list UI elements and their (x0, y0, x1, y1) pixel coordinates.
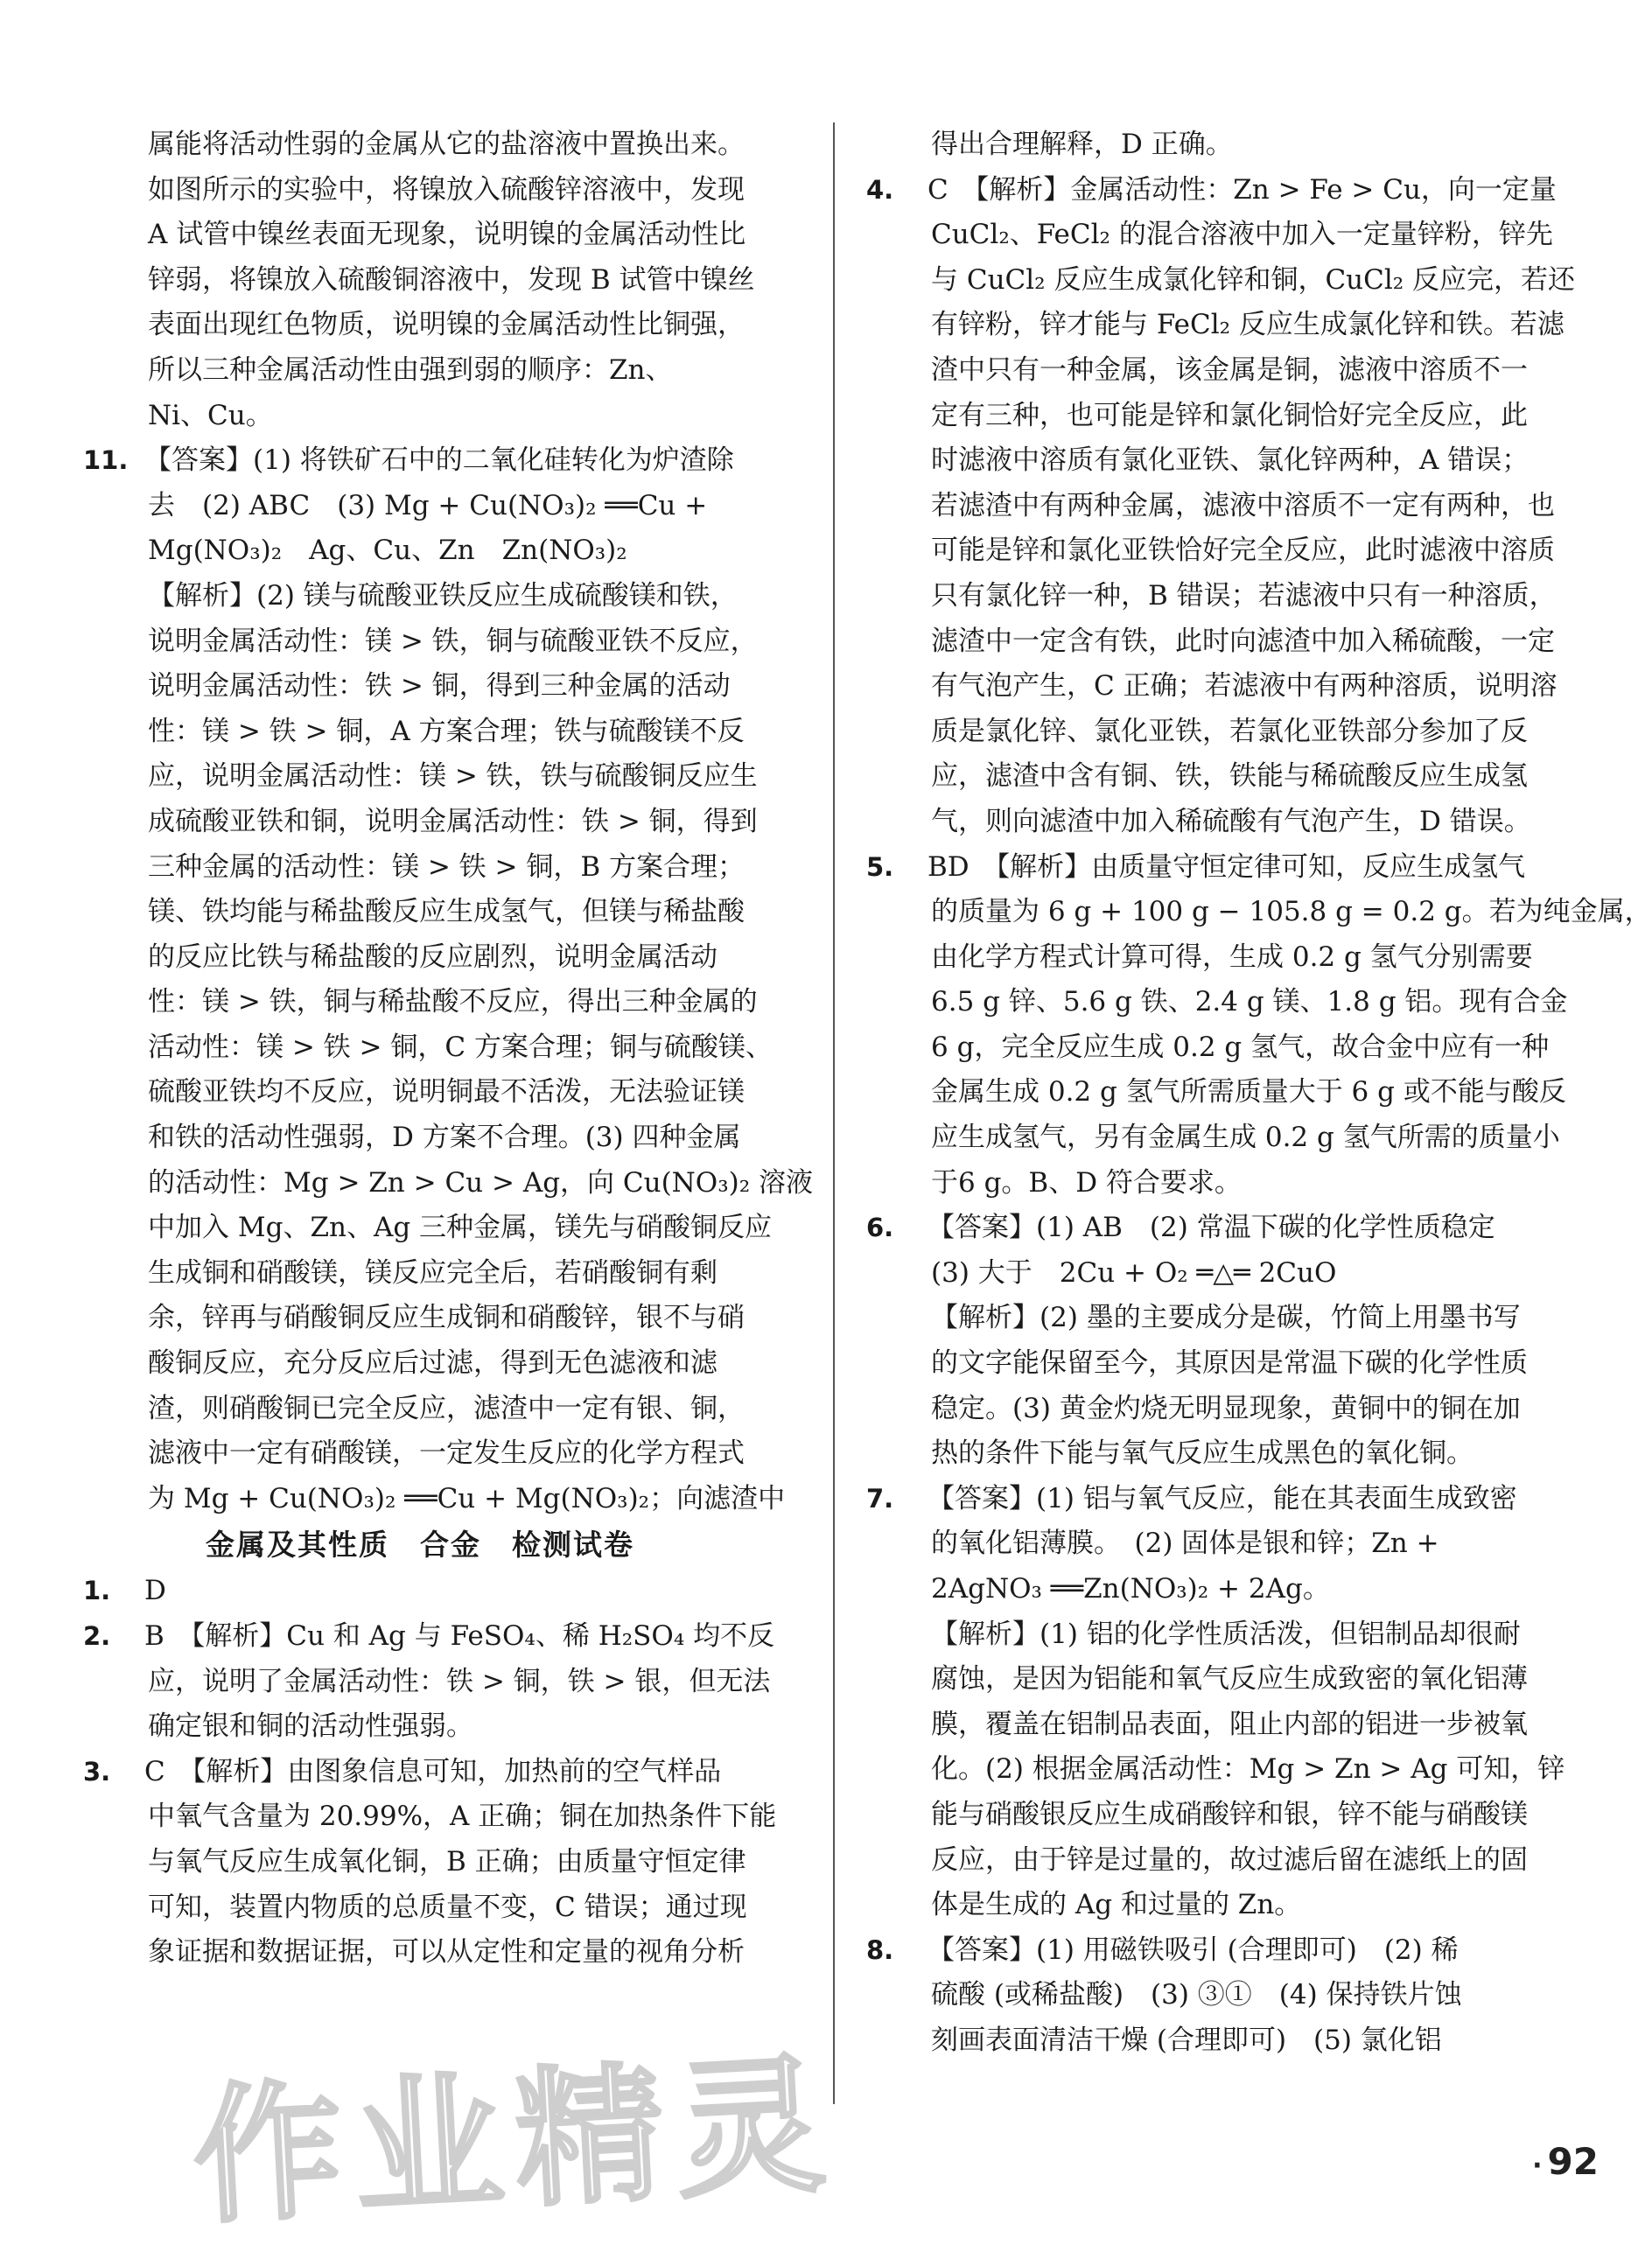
answer-text: BD 【解析】由质量守恒定律可知，反应生成氢气 (928, 850, 1526, 883)
left-column (83, 122, 814, 1976)
question-8 (866, 1928, 1575, 1974)
text-line: 象证据和数据证据，可以从定性和定量的视角分析 (148, 1936, 745, 1969)
text-line: 若滤渣中有两种金属，滤液中溶质不一定有两种，也 (931, 489, 1555, 521)
text-line: 的文字能保留至今，其原因是常温下碳的化学性质 (931, 1347, 1528, 1380)
text-line: 如图所示的实验中，将镍放入硫酸锌溶液中，发现 (148, 173, 745, 206)
question-number: 5. (866, 851, 894, 882)
text-line: 由化学方程式计算可得，生成 0.2 g 氢气分别需要 (931, 941, 1533, 973)
text-line: 酸铜反应，充分反应后过滤，得到无色滤液和滤 (148, 1347, 718, 1380)
text-line: 稳定。(3) 黄金灼烧无明显现象，黄铜中的铜在加 (931, 1392, 1521, 1424)
question-number: 11. (83, 445, 129, 476)
page-number-dot: · (1532, 2151, 1543, 2181)
column-divider (833, 122, 835, 2104)
text-line: 腐蚀，是因为铝能和氧气反应生成致密的氧化铝薄 (931, 1663, 1528, 1696)
text-line: 有气泡产生，C 正确；若滤液中有两种溶质，说明溶 (931, 670, 1558, 703)
text-line: 中加入 Mg、Zn、Ag 三种金属，镁先与硝酸铜反应 (148, 1212, 773, 1244)
right-column (866, 122, 1652, 2064)
question-number: 6. (866, 1213, 894, 1243)
text-line: 时滤液中溶质有氯化亚铁、氯化锌两种，A 错误； (931, 444, 1530, 477)
question-number: 3. (83, 1756, 111, 1787)
question-7 (866, 1477, 1575, 1522)
question-number: 1. (83, 1576, 111, 1606)
text-line: 中氧气含量为 20.99%，A 正确；铜在加热条件下能 (148, 1801, 777, 1833)
text-line: 的质量为 6 g + 100 g − 105.8 g = 0.2 g。若为纯金属， (931, 896, 1652, 928)
text-line: 属能将活动性弱的金属从它的盐溶液中置换出来。 (148, 129, 745, 160)
question-6 (866, 1206, 1575, 1251)
section-title: 金属及其性质 合金 检测试卷 (206, 1528, 634, 1563)
text-line: 渣，则硝酸铜已完全反应，滤渣中一定有银、铜， (148, 1392, 745, 1424)
text-line: 渣中只有一种金属，该金属是铜，滤液中溶质不一 (931, 353, 1528, 386)
text-line: 气，则向滤渣中加入稀硫酸有气泡产生，D 错误。 (931, 805, 1531, 837)
text-line: 的反应比铁与稀盐酸的反应剧烈，说明金属活动 (148, 941, 718, 973)
text-line: 刻画表面清洁干燥 (合理即可) (5) 氯化铝 (931, 2024, 1442, 2056)
text-line: 定有三种，也可能是锌和氯化铜恰好完全反应，此 (931, 399, 1528, 431)
text-line: 热的条件下能与氧气反应生成黑色的氧化铜。 (931, 1437, 1474, 1470)
text-line: 6 g，完全反应生成 0.2 g 氢气，故合金中应有一种 (931, 1031, 1550, 1063)
text-line: 成硫酸亚铁和铜，说明金属活动性：铁 > 铜，得到 (148, 805, 758, 837)
answer-text: 【答案】(1) 铝与氧气反应，能在其表面生成致密 (928, 1482, 1517, 1514)
text-line: 6.5 g 锌、5.6 g 铁、2.4 g 镁、1.8 g 铝。现有合金 (931, 986, 1568, 1018)
text-line: 说明金属活动性：镁 > 铁，铜与硫酸亚铁不反应， (148, 625, 758, 657)
page-number (1532, 2140, 1599, 2183)
text-line: 可知，装置内物质的总质量不变，C 错误；通过现 (148, 1891, 747, 1923)
text-line: 生成铜和硝酸镁，镁反应完全后，若硝酸铜有剩 (148, 1256, 718, 1289)
text-line: 应，滤渣中含有铜、铁，铁能与稀硫酸反应生成氢 (931, 760, 1528, 793)
text-line: 活动性：镁 > 铁 > 铜，C 方案合理；铜与硫酸镁、 (148, 1031, 773, 1063)
question-4 (866, 168, 1575, 213)
text-line: 只有氯化锌一种，B 错误；若滤液中只有一种溶质， (931, 579, 1557, 612)
text-line: 化。(2) 根据金属活动性：Mg > Zn > Ag 可知，锌 (931, 1753, 1565, 1786)
text-line: 说明金属活动性：铁 > 铜，得到三种金属的活动 (148, 670, 731, 703)
text-line: 金属生成 0.2 g 氢气所需质量大于 6 g 或不能与酸反 (931, 1076, 1566, 1109)
text-line: CuCl₂、FeCl₂ 的混合溶液中加入一定量锌粉，锌先 (931, 219, 1553, 251)
text-line: 与 CuCl₂ 反应生成氯化锌和铜，CuCl₂ 反应完，若还 (931, 263, 1576, 296)
text-line: 质是氯化锌、氯化亚铁，若氯化亚铁部分参加了反 (931, 715, 1528, 747)
text-line: 所以三种金属活动性由强到弱的顺序：Zn、 (148, 353, 673, 386)
text-line: 可能是锌和氯化亚铁恰好完全反应，此时滤液中溶质 (931, 535, 1555, 567)
text-line: 的氧化铝薄膜。 (2) 固体是银和锌；Zn + (931, 1528, 1439, 1560)
text-line: 与氧气反应生成氧化铜，B 正确；由质量守恒定律 (148, 1845, 746, 1878)
text-line: 能与硝酸银反应生成硝酸锌和银，锌不能与硝酸镁 (931, 1798, 1528, 1830)
text-line: 的活动性：Mg > Zn > Cu > Ag，向 Cu(NO₃)₂ 溶液 (148, 1166, 814, 1199)
text-line: 和铁的活动性强弱，D 方案不合理。(3) 四种金属 (148, 1122, 741, 1154)
text-line: 确定银和铜的活动性强弱。 (148, 1710, 473, 1743)
text-line: 应生成氢气，另有金属生成 0.2 g 氢气所需的质量小 (931, 1122, 1560, 1154)
question-number: 4. (866, 174, 894, 205)
text-line: 硫酸 (或稀盐酸) (3) ③① (4) 保持铁片蚀 (931, 1979, 1462, 2011)
question-5 (866, 845, 1575, 891)
text-line: 性：镁 > 铁 > 铜，A 方案合理；铁与硫酸镁不反 (148, 715, 745, 747)
text-line: Mg(NO₃)₂ Ag、Cu、Zn Zn(NO₃)₂ (148, 535, 627, 567)
text-line: 滤液中一定有硝酸镁，一定发生反应的化学方程式 (148, 1437, 745, 1470)
answer-text: C 【解析】金属活动性：Zn > Fe > Cu，向一定量 (928, 173, 1557, 206)
answer-text: 【答案】(1) 用磁铁吸引 (合理即可) (2) 稀 (928, 1934, 1459, 1966)
answer-text: D (144, 1575, 166, 1607)
question-11 (83, 438, 801, 484)
text-line: 2AgNO₃ ══Zn(NO₃)₂ + 2Ag。 (931, 1573, 1330, 1605)
text-line: 膜，覆盖在铝制品表面，阻止内部的铝进一步被氧 (931, 1708, 1528, 1740)
text-line: Ni、Cu。 (148, 399, 273, 431)
text-line: 应，说明金属活动性：镁 > 铁，铁与硫酸铜反应生 (148, 760, 758, 793)
text-line: (3) 大于 2Cu + O₂ ═△═ 2CuO (931, 1256, 1337, 1289)
question-3 (83, 1750, 801, 1795)
text-line: 性：镁 > 铁，铜与稀盐酸不反应，得出三种金属的 (148, 986, 758, 1018)
text-line: 【解析】(2) 镁与硫酸亚铁反应生成硫酸镁和铁， (148, 579, 738, 612)
text-line: 余，锌再与硝酸铜反应生成铜和硝酸锌，银不与硝 (148, 1302, 745, 1334)
question-number: 8. (866, 1934, 894, 1965)
text-line: 反应，由于锌是过量的，故过滤后留在滤纸上的固 (931, 1843, 1528, 1876)
text-line: 硫酸亚铁均不反应，说明铜最不活泼，无法验证镁 (148, 1076, 745, 1109)
text-line: 得出合理解释，D 正确。 (931, 129, 1233, 160)
text-line: 于6 g。B、D 符合要求。 (931, 1166, 1242, 1199)
answer-text: B 【解析】Cu 和 Ag 与 FeSO₄、稀 H₂SO₄ 均不反 (144, 1620, 775, 1652)
text-line: 去 (2) ABC (3) Mg + Cu(NO₃)₂ ══Cu + (148, 489, 708, 521)
question-1 (83, 1569, 801, 1614)
answer-text: 【答案】(1) AB (2) 常温下碳的化学性质稳定 (928, 1212, 1495, 1244)
text-line: 锌弱，将镍放入硫酸铜溶液中，发现 B 试管中镍丝 (148, 263, 755, 296)
text-line: 表面出现红色物质，说明镍的金属活动性比铜强， (148, 309, 745, 341)
text-line: 【解析】(1) 铝的化学性质活泼，但铝制品却很耐 (931, 1618, 1521, 1650)
text-line: 有锌粉，锌才能与 FeCl₂ 反应生成氯化锌和铁。若滤 (931, 309, 1564, 341)
watermark: 作业精灵 (189, 2038, 842, 2246)
text-line: 三种金属的活动性：镁 > 铁 > 铜，B 方案合理； (148, 850, 745, 883)
text-line: 【解析】(2) 墨的主要成分是碳，竹简上用墨书写 (931, 1302, 1521, 1334)
text-line: 滤渣中一定含有铁，此时向滤渣中加入稀硫酸，一定 (931, 625, 1555, 657)
page-number-value: 92 (1547, 2140, 1599, 2183)
answer-text: C 【解析】由图象信息可知，加热前的空气样品 (144, 1755, 722, 1787)
question-number: 7. (866, 1483, 894, 1514)
text-line: 镁、铁均能与稀盐酸反应生成氢气，但镁与稀盐酸 (148, 896, 745, 928)
answer-text: 【答案】(1) 将铁矿石中的二氧化硅转化为炉渣除 (144, 444, 734, 477)
text-line: 体是生成的 Ag 和过量的 Zn。 (931, 1889, 1302, 1921)
text-line: 为 Mg + Cu(NO₃)₂ ══Cu + Mg(NO₃)₂；向滤渣中 (148, 1482, 786, 1514)
text-line: 应，说明了金属活动性：铁 > 铜，铁 > 银，但无法 (148, 1665, 771, 1697)
text-line: A 试管中镍丝表面无现象，说明镍的金属活动性比 (148, 219, 746, 251)
question-number: 2. (83, 1621, 111, 1651)
question-2 (83, 1614, 801, 1660)
